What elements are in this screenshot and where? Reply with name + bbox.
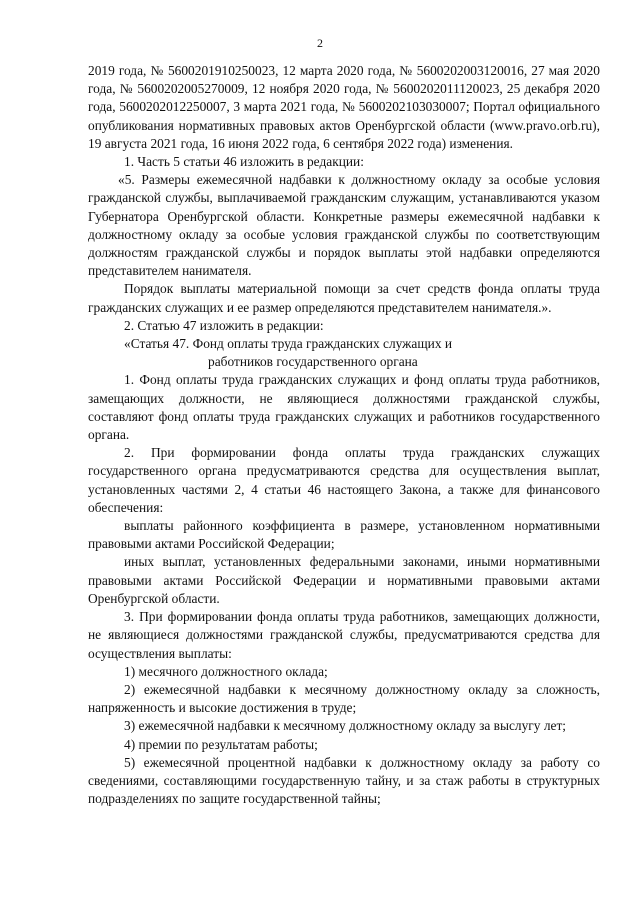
paragraph-other-payments: иных выплат, установленных федеральными законами, иными нормативными правовыми актами Российской Федерации и нормативными правовыми актами Оренбургской области. [88,554,600,606]
article-title-line-2: работников государственного органа [208,354,418,370]
paragraph-amendment-1: 1. Часть 5 статьи 46 изложить в редакции: [124,154,364,170]
paragraph-regional-coefficient: выплаты районного коэффициента в размере, установленном нормативными правовыми актами Российской Федерации; [88,518,600,552]
paragraph-part-5: «5. Размеры ежемесячной надбавки к должностному окладу за особые условия гражданской службы, выплачиваемой гражданским служащим, устанавливаются указом Губернатора Оренбургской области. Конкретные размеры ежемесячной надбавки к должностному окладу за особые условия гражданской службы по соответствующим должностям гражданской службы и порядок выплаты этой надбавки определяются представителем нанимателя. [88,172,600,279]
list-item-4: 4) премии по результатам работы; [124,736,318,752]
paragraph-material-aid: Порядок выплаты материальной помощи за счет средств фонда оплаты труда гражданских служащих и ее размер определяются представителем нанимателя.». [88,281,600,315]
page-number: 2 [317,36,323,50]
list-item-5: 5) ежемесячной процентной надбавки к должностному окладу за работу со сведениями, составляющими государственную тайну, и за стаж работы в структурных подразделениях по защите государственной тайны; [88,754,600,807]
paragraph-sources: 2019 года, № 5600201910250023, 12 марта 2020 года, № 5600202003120016, 27 мая 2020 года, № 5600202005270009, 12 ноября 2020 года, № 5600202011120023, 25 декабря 2020 года, 5600202012250007, 3 марта 2021 года, № 5600202103030007; Портал официального опубликования нормативных правовых актов Оренбургской области (www.pravo.orb.ru), 19 августа 2021 года, 16 июня 2022 года, 6 сентября 2022 года) изменения. [88,63,600,151]
document-body [88,62,600,808]
paragraph-article-part-1: 1. Фонд оплаты труда гражданских служащих и фонд оплаты труда работников, замещающих должности, не являющиеся должностями гражданской службы, составляют фонд оплаты труда гражданских служащих и работников государственного органа. [88,372,600,443]
paragraph-article-part-2: 2. При формировании фонда оплаты труда гражданских служащих государственного органа предусматриваются средства для осуществления выплат, установленных частями 2, 4 статьи 46 настоящего Закона, а также для финансового обеспечения: [88,445,600,515]
list-item-1: 1) месячного должностного оклада; [124,663,328,679]
list-item-3: 3) ежемесячной надбавки к месячному должностному окладу за выслугу лет; [124,718,567,734]
paragraph-amendment-2: 2. Статью 47 изложить в редакции: [124,317,324,333]
paragraph-article-part-3: 3. При формировании фонда оплаты труда работников, замещающих должности, не являющиеся должностями гражданской службы, предусматриваются средства для осуществления выплаты: [88,609,600,661]
article-title-line-1: «Статья 47. Фонд оплаты труда гражданских служащих и [124,336,453,352]
list-item-2: 2) ежемесячной надбавки к месячному должностному окладу за сложность, напряженность и высокие достижения в труде; [88,681,600,716]
